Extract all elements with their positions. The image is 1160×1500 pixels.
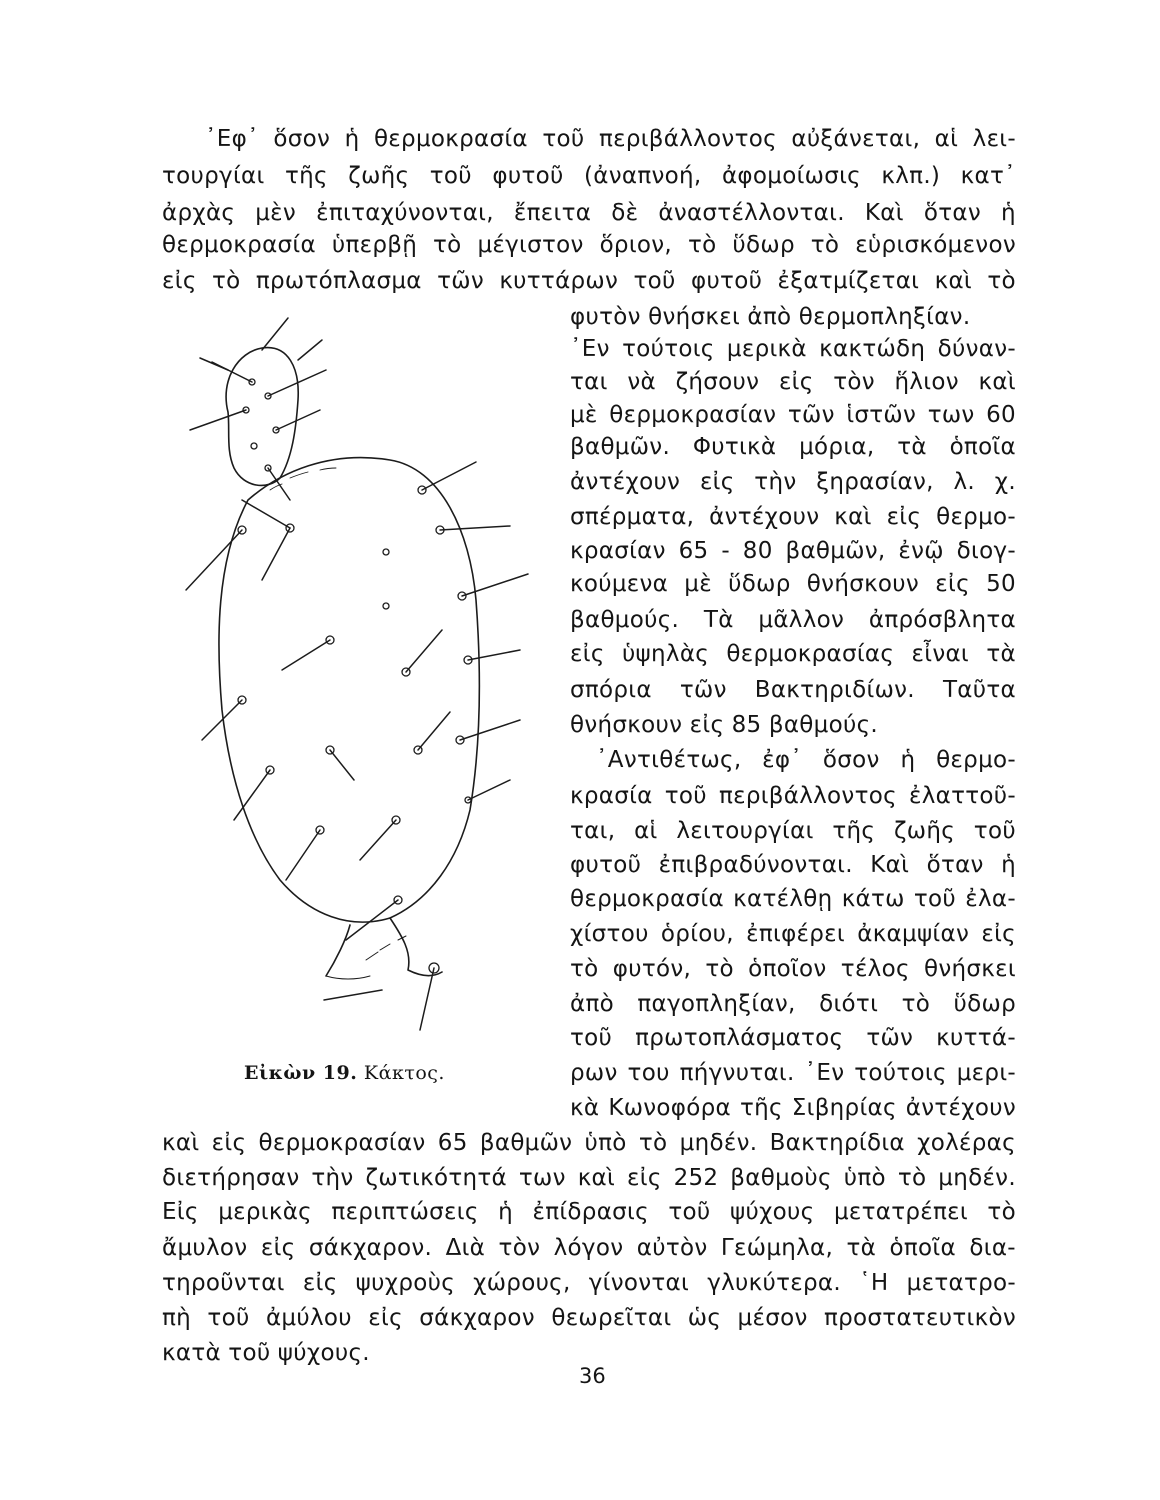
word: τοῦ	[668, 1199, 711, 1225]
word: τὸ	[901, 991, 931, 1017]
text-line	[570, 989, 1016, 1019]
word: Βακτηριδίων.	[754, 677, 915, 703]
word: θερμοπληξίαν.	[798, 304, 971, 330]
cactus-drawing-icon	[150, 300, 550, 1060]
word: τὸ	[705, 956, 734, 982]
word: καὶ	[162, 1130, 200, 1156]
word: φυτὸν	[570, 304, 641, 330]
word: εἰς	[778, 369, 814, 395]
word: θερμοκρασίαν	[258, 1130, 426, 1156]
word: τὰ	[897, 434, 927, 460]
text-line	[570, 710, 1016, 740]
word: ὁποῖα	[949, 434, 1016, 460]
word: χ.	[994, 469, 1016, 495]
word: θερμοκρασία	[373, 126, 528, 152]
word: 50	[986, 571, 1016, 597]
word: μέγιστον	[477, 232, 584, 258]
text-line	[570, 1023, 1016, 1053]
word: γίνονται	[588, 1270, 690, 1296]
text-line	[570, 605, 1016, 635]
word: φυτοῦ	[492, 163, 564, 189]
text-line	[162, 1303, 1016, 1333]
word: πρωτοπλάσματος	[635, 1025, 844, 1051]
word: καὶ	[978, 369, 1016, 395]
word: ἐξατμίζεται	[777, 268, 920, 294]
word: ὑπὸ	[584, 1130, 627, 1156]
text-line	[570, 675, 1016, 705]
word: του	[627, 1060, 670, 1086]
word: μερικὰς	[218, 1199, 312, 1225]
word: ζωτικότητά	[365, 1165, 507, 1191]
word: ἐπιφέρει	[746, 921, 845, 947]
word: κακτώδη	[819, 336, 926, 362]
word: ὅταν	[923, 200, 981, 226]
word: ὅσον	[822, 747, 880, 773]
word: ἱστῶν	[846, 402, 917, 428]
word: μερι-	[956, 1060, 1016, 1086]
word: ὁποῖα	[889, 1235, 956, 1261]
word: ὕδωρ	[732, 232, 795, 258]
word: πήγνυται.	[679, 1060, 795, 1086]
word: Γεώμηλα,	[720, 1235, 834, 1261]
word: ᾿Εν	[804, 1060, 845, 1086]
word: ῾Η	[859, 1270, 889, 1296]
text-line	[205, 124, 1016, 154]
text-line	[570, 1058, 1016, 1088]
word: τοῦ	[570, 1025, 613, 1051]
text-line	[570, 400, 1016, 430]
word: βαθμοὺς	[730, 1165, 832, 1191]
word: εἰς	[886, 504, 922, 530]
word: τὴν	[311, 1165, 354, 1191]
word: κούμενα	[570, 571, 669, 597]
word: τοῦ	[207, 1305, 250, 1331]
word: ἀμύλου	[265, 1305, 352, 1331]
word: μέσον	[737, 1305, 808, 1331]
text-line	[570, 884, 1016, 914]
word: ᾿Εν	[570, 336, 610, 362]
word: ὕδωρ	[953, 991, 1016, 1017]
figure-caption	[244, 1062, 445, 1084]
word: θερμοκρασία	[570, 886, 724, 912]
word: μερικὰ	[726, 336, 807, 362]
word: μηδέν.	[938, 1165, 1016, 1191]
word: τοῦ	[429, 163, 472, 189]
word: ἀκαμψίαν	[857, 921, 970, 947]
word: ὡς	[687, 1305, 722, 1331]
word: λόγον	[553, 1235, 624, 1261]
word: 85	[731, 712, 762, 738]
word: βαθμῶν.	[570, 434, 671, 460]
word: ἀπὸ	[747, 304, 792, 330]
word: ὅταν	[926, 852, 984, 878]
word: φυτοῦ	[690, 268, 763, 294]
word: ἡ	[344, 126, 360, 152]
word: ρων	[570, 1060, 618, 1086]
word: ἀφομοίωσις	[721, 163, 861, 189]
word: τοῦ	[633, 268, 676, 294]
word: Τὰ	[703, 607, 734, 633]
word: διογ-	[956, 538, 1016, 564]
word: Καὶ	[870, 852, 910, 878]
text-line	[570, 569, 1016, 599]
word: ὑπερβῇ	[331, 232, 418, 258]
word: τὸ	[810, 232, 840, 258]
word: περιβάλλοντος	[718, 783, 897, 809]
text-line	[162, 230, 1016, 260]
text-line	[162, 1268, 1016, 1298]
page-number: 36	[579, 1364, 606, 1388]
word: τὸν	[498, 1235, 541, 1261]
word: θερμο-	[936, 504, 1016, 530]
word: ἡ	[1001, 200, 1016, 226]
word: τὸ	[687, 232, 717, 258]
word: ψυχροὺς	[355, 1270, 456, 1296]
text-line	[570, 816, 1016, 846]
word: εὑρισκόμενον	[855, 232, 1016, 258]
word: χολέρας	[917, 1130, 1016, 1156]
word: φυτοῦ	[570, 852, 642, 878]
word: ψύχους.	[277, 1340, 370, 1366]
word: ἡ	[900, 747, 916, 773]
word: καὶ	[834, 504, 872, 530]
word: μετατρο-	[906, 1270, 1016, 1296]
word: αἱ	[634, 818, 658, 844]
word: θερμο-	[936, 747, 1016, 773]
word: τοῦ	[228, 1340, 271, 1366]
text-line	[162, 198, 1016, 228]
word: κατέλθῃ	[733, 886, 833, 912]
text-line	[162, 1163, 1016, 1193]
word: ὑψηλὰς	[621, 641, 710, 667]
word: θνήσκουν	[806, 571, 920, 597]
text-line	[570, 639, 1016, 669]
word: Ταῦτα	[942, 677, 1016, 703]
word: μὲν	[255, 200, 297, 226]
word: εἰς	[302, 1270, 338, 1296]
word: αἱ	[934, 126, 959, 152]
word: βαθμῶν,	[785, 538, 886, 564]
word: εἰς	[162, 268, 197, 294]
word: θνήσκουν	[570, 712, 683, 738]
word: μόρια,	[799, 434, 875, 460]
word: ζωῆς	[893, 818, 956, 844]
text-line	[162, 161, 1016, 191]
word: τῶν	[866, 1025, 914, 1051]
word: κρασία	[570, 783, 653, 809]
word: θερμοκρασία	[162, 232, 316, 258]
text-line	[570, 1093, 1016, 1123]
word: ζήσουν	[675, 369, 760, 395]
text-line	[570, 954, 1016, 984]
word: φυτόν,	[612, 956, 692, 982]
word: ἀπρόσβλητα	[868, 607, 1016, 633]
word: βαθμούς.	[570, 607, 680, 633]
word: κάτω	[841, 886, 905, 912]
word: τοῦ	[973, 818, 1016, 844]
word: τέλος	[840, 956, 910, 982]
word: αὐτὸν	[636, 1235, 708, 1261]
word: τοῦ	[913, 886, 957, 912]
word: ἐπίδρασις	[532, 1199, 649, 1225]
word: τὸ	[897, 1165, 927, 1191]
word: περιβάλλοντος	[598, 126, 777, 152]
text-line	[570, 334, 1016, 364]
word: τῶν	[437, 268, 484, 294]
word: μὲ	[684, 571, 712, 597]
word: Σιβηρίας	[791, 1095, 897, 1121]
word: ὑπὸ	[843, 1165, 886, 1191]
word: εἰς	[699, 469, 735, 495]
word: ὁρίου,	[660, 921, 734, 947]
word: λει-	[972, 126, 1016, 152]
word: βαθμῶν	[479, 1130, 573, 1156]
word: (ἀναπνοή,	[584, 163, 702, 189]
word: τὸ	[638, 1130, 668, 1156]
word: Φυτικὰ	[692, 434, 777, 460]
word: εἰς	[627, 1165, 662, 1191]
word: ἐπιταχύνονται,	[316, 200, 494, 226]
word: εἶναι	[911, 641, 970, 667]
text-line	[162, 1233, 1016, 1263]
word: -	[721, 538, 730, 564]
cactus-figure	[150, 300, 550, 1060]
word: ται,	[570, 818, 616, 844]
word: τούτοις	[854, 1060, 947, 1086]
word: τῶν	[787, 402, 835, 428]
word: ἀντέχουν	[570, 469, 681, 495]
word: κυττάρων	[499, 268, 619, 294]
word: τῆς	[832, 818, 876, 844]
word: των	[927, 402, 975, 428]
word: θεωρεῖται	[551, 1305, 672, 1331]
word: ἀντέχουν	[709, 504, 820, 530]
text-line	[570, 850, 1016, 880]
word: τὰ	[846, 1235, 877, 1261]
word: σπόρια	[570, 677, 652, 703]
word: τηροῦνται	[162, 1270, 285, 1296]
word: ᾿Αντιθέτως,	[596, 747, 742, 773]
word: Εἰς	[162, 1199, 199, 1225]
word: εἰς	[689, 712, 725, 738]
word: 252	[673, 1165, 719, 1191]
caption-label: Εἰκὼν 19.	[244, 1062, 358, 1084]
word: κὰ	[570, 1095, 600, 1121]
word: ἔπειτα	[513, 200, 592, 226]
word: εἰς	[935, 571, 970, 597]
word: ἀναστέλλονται.	[658, 200, 845, 226]
word: θνήσκει	[923, 956, 1016, 982]
word: τὸ	[987, 268, 1016, 294]
word: κατὰ	[162, 1340, 221, 1366]
word: των	[518, 1165, 566, 1191]
word: τὸ	[211, 268, 241, 294]
word: τῶν	[679, 677, 727, 703]
word: ται	[570, 369, 608, 395]
word: τὰ	[986, 641, 1016, 667]
word: 65	[678, 538, 709, 564]
word: ἄμυλον	[162, 1235, 248, 1261]
text-line	[596, 745, 1016, 775]
text-line	[570, 502, 1016, 532]
text-line	[570, 781, 1016, 811]
word: 60	[986, 402, 1016, 428]
word: εἰς	[570, 641, 605, 667]
word: περιπτώσεις	[331, 1199, 479, 1225]
word: Βακτηρίδια	[769, 1130, 905, 1156]
word: εἰς	[981, 921, 1016, 947]
word: τὴν	[754, 469, 797, 495]
text-line	[570, 367, 1016, 397]
word: λειτουργίαι	[676, 818, 814, 844]
word: δὲ	[611, 200, 639, 226]
word: Κωνοφόρα	[608, 1095, 731, 1121]
text-line	[570, 536, 1016, 566]
word: μὲ	[570, 402, 598, 428]
word: ὅριον,	[599, 232, 673, 258]
word: ἡ	[498, 1199, 513, 1225]
word: κλπ.)	[881, 163, 941, 189]
text-line	[162, 266, 1016, 296]
word: καὶ	[577, 1165, 616, 1191]
text-line	[570, 919, 1016, 949]
word: ᾿Εφ᾿	[205, 126, 259, 152]
word: ψύχους	[730, 1199, 815, 1225]
word: πὴ	[162, 1305, 192, 1331]
word: Καὶ	[864, 200, 904, 226]
text-line	[570, 467, 1016, 497]
word: 80	[742, 538, 773, 564]
text-line	[162, 1128, 1016, 1158]
word: τοῦ	[542, 126, 585, 152]
word: εἰς	[368, 1305, 403, 1331]
text-line	[570, 432, 1016, 462]
word: ἐφ᾿	[762, 747, 803, 773]
word: γλυκύτερα.	[707, 1270, 841, 1296]
word: διετήρησαν	[162, 1165, 300, 1191]
word: τὸ	[987, 1199, 1016, 1225]
word: ἀπὸ	[570, 991, 614, 1017]
word: μᾶλλον	[758, 607, 845, 633]
word: ὕδωρ	[728, 571, 791, 597]
word: νὰ	[627, 369, 656, 395]
word: ὅσον	[273, 126, 331, 152]
word: ἀρχὰς	[162, 200, 236, 226]
word: ἐπιβραδύνονται.	[658, 852, 853, 878]
word: ὁποῖον	[748, 956, 827, 982]
word: ἡ	[1001, 852, 1016, 878]
word: τὸ	[570, 956, 599, 982]
text-line	[570, 302, 1016, 332]
word: 65	[437, 1130, 468, 1156]
word: κρασίαν	[570, 538, 666, 564]
word: δια-	[969, 1235, 1016, 1261]
word: τὸν	[833, 369, 875, 395]
word: αὐξάνεται,	[791, 126, 921, 152]
word: τούτοις	[622, 336, 715, 362]
word: ζωῆς	[348, 163, 410, 189]
word: θερμοκρασίαν	[609, 402, 777, 428]
word: θνήσκει	[648, 304, 741, 330]
word: ξηρασίαν,	[816, 469, 934, 495]
caption-text: Κάκτος.	[363, 1062, 445, 1084]
word: προστατευτικὸν	[824, 1305, 1016, 1331]
word: τοῦ	[664, 783, 707, 809]
word: τῆς	[285, 163, 328, 189]
word: ἀντέχουν	[905, 1095, 1016, 1121]
word: σάκχαρον	[419, 1305, 535, 1331]
word: ἐλαττοῦ-	[908, 783, 1016, 809]
word: κατ᾿	[960, 163, 1016, 189]
word: καὶ	[934, 268, 972, 294]
word: θερμοκρασίας	[726, 641, 895, 667]
word: τουργίαι	[162, 163, 265, 189]
word: παγοπληξίαν,	[637, 991, 796, 1017]
word: πρωτόπλασμα	[255, 268, 422, 294]
word: χίστου	[570, 921, 649, 947]
word: μηδέν.	[679, 1130, 758, 1156]
word: μετατρέπει	[833, 1199, 968, 1225]
word: δύναν-	[937, 336, 1016, 362]
word: εἰς	[211, 1130, 247, 1156]
word: ἐνῷ	[898, 538, 944, 564]
text-line	[162, 1197, 1016, 1227]
word: χώρους,	[473, 1270, 571, 1296]
word: εἰς	[260, 1235, 296, 1261]
word: λ.	[953, 469, 976, 495]
word: Διὰ	[445, 1235, 486, 1261]
word: σάκχαρον.	[308, 1235, 433, 1261]
word: κυττά-	[936, 1025, 1016, 1051]
word: βαθμούς.	[768, 712, 878, 738]
word: διότι	[819, 991, 879, 1017]
word: ἥλιον	[894, 369, 959, 395]
word: σπέρματα,	[570, 504, 695, 530]
word: τὸ	[433, 232, 462, 258]
word: τῆς	[739, 1095, 783, 1121]
word: ἐλα-	[965, 886, 1016, 912]
